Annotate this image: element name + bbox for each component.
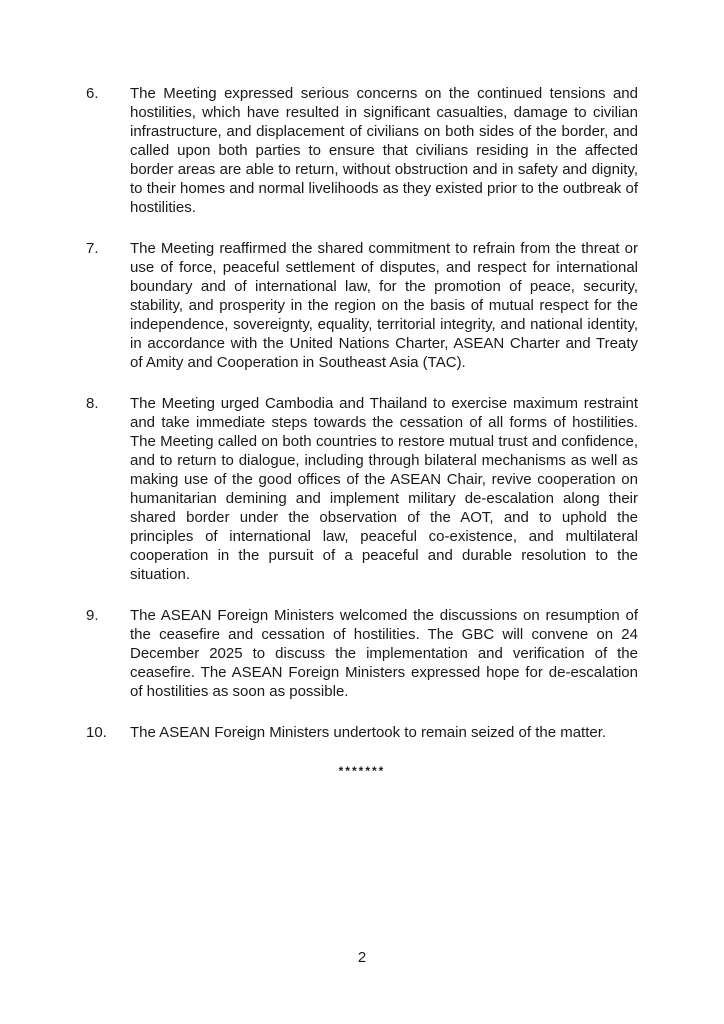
paragraph-9 (86, 606, 638, 701)
paragraph-7 (86, 239, 638, 372)
paragraph-9-number: 9. (86, 607, 99, 624)
paragraph-10 (86, 723, 638, 742)
paragraph-6-text: The Meeting expressed serious concerns on the continued tensions and hostilities, which have resulted in significant casualties, damage to civilian infrastructure, and displacement of civilians on both sides of the border, and called upon both parties to ensure that civilians residing in the affected border areas are able to return, without obstruction and in safety and dignity, to their homes and normal livelihoods as they existed prior to the outbreak of hostilities. (130, 85, 638, 216)
asterisk-separator: ******* (338, 764, 386, 778)
paragraph-6-number: 6. (86, 85, 99, 102)
document-body (86, 84, 638, 778)
paragraph-9-text: The ASEAN Foreign Ministers welcomed the discussions on resumption of the ceasefire and cessation of hostilities. The GBC will convene on 24 December 2025 to discuss the implementation and verification of the ceasefire. The ASEAN Foreign Ministers expressed hope for de-escalation of hostilities as soon as possible. (130, 607, 638, 700)
paragraph-7-text: The Meeting reaffirmed the shared commitment to refrain from the threat or use of force, peaceful settlement of disputes, and respect for international boundary and of international law, for the promotion of peace, security, stability, and prosperity in the region on the basis of mutual respect for the independence, sovereignty, equality, territorial integrity, and national identity, in accordance with the United Nations Charter, ASEAN Charter and Treaty of Amity and Cooperation in Southeast Asia (TAC). (130, 240, 638, 371)
paragraph-8-text: The Meeting urged Cambodia and Thailand to exercise maximum restraint and take immediate steps towards the cessation of all forms of hostilities. The Meeting called on both countries to restore mutual trust and confidence, and to return to dialogue, including through bilateral mechanisms as well as making use of the good offices of the ASEAN Chair, revive cooperation on humanitarian demining and implement military de-escalation along their shared border under the observation of the AOT, and to uphold the principles of international law, peaceful co-existence, and multilateral cooperation in the pursuit of a peaceful and durable resolution to the situation. (130, 395, 638, 583)
page-number: 2 (357, 949, 367, 966)
paragraph-10-text: The ASEAN Foreign Ministers undertook to remain seized of the matter. (130, 724, 607, 741)
paragraph-7-number: 7. (86, 240, 99, 257)
paragraph-8-number: 8. (86, 395, 99, 412)
paragraph-6 (86, 84, 638, 217)
paragraph-8 (86, 394, 638, 584)
paragraph-10-number: 10. (86, 724, 107, 741)
